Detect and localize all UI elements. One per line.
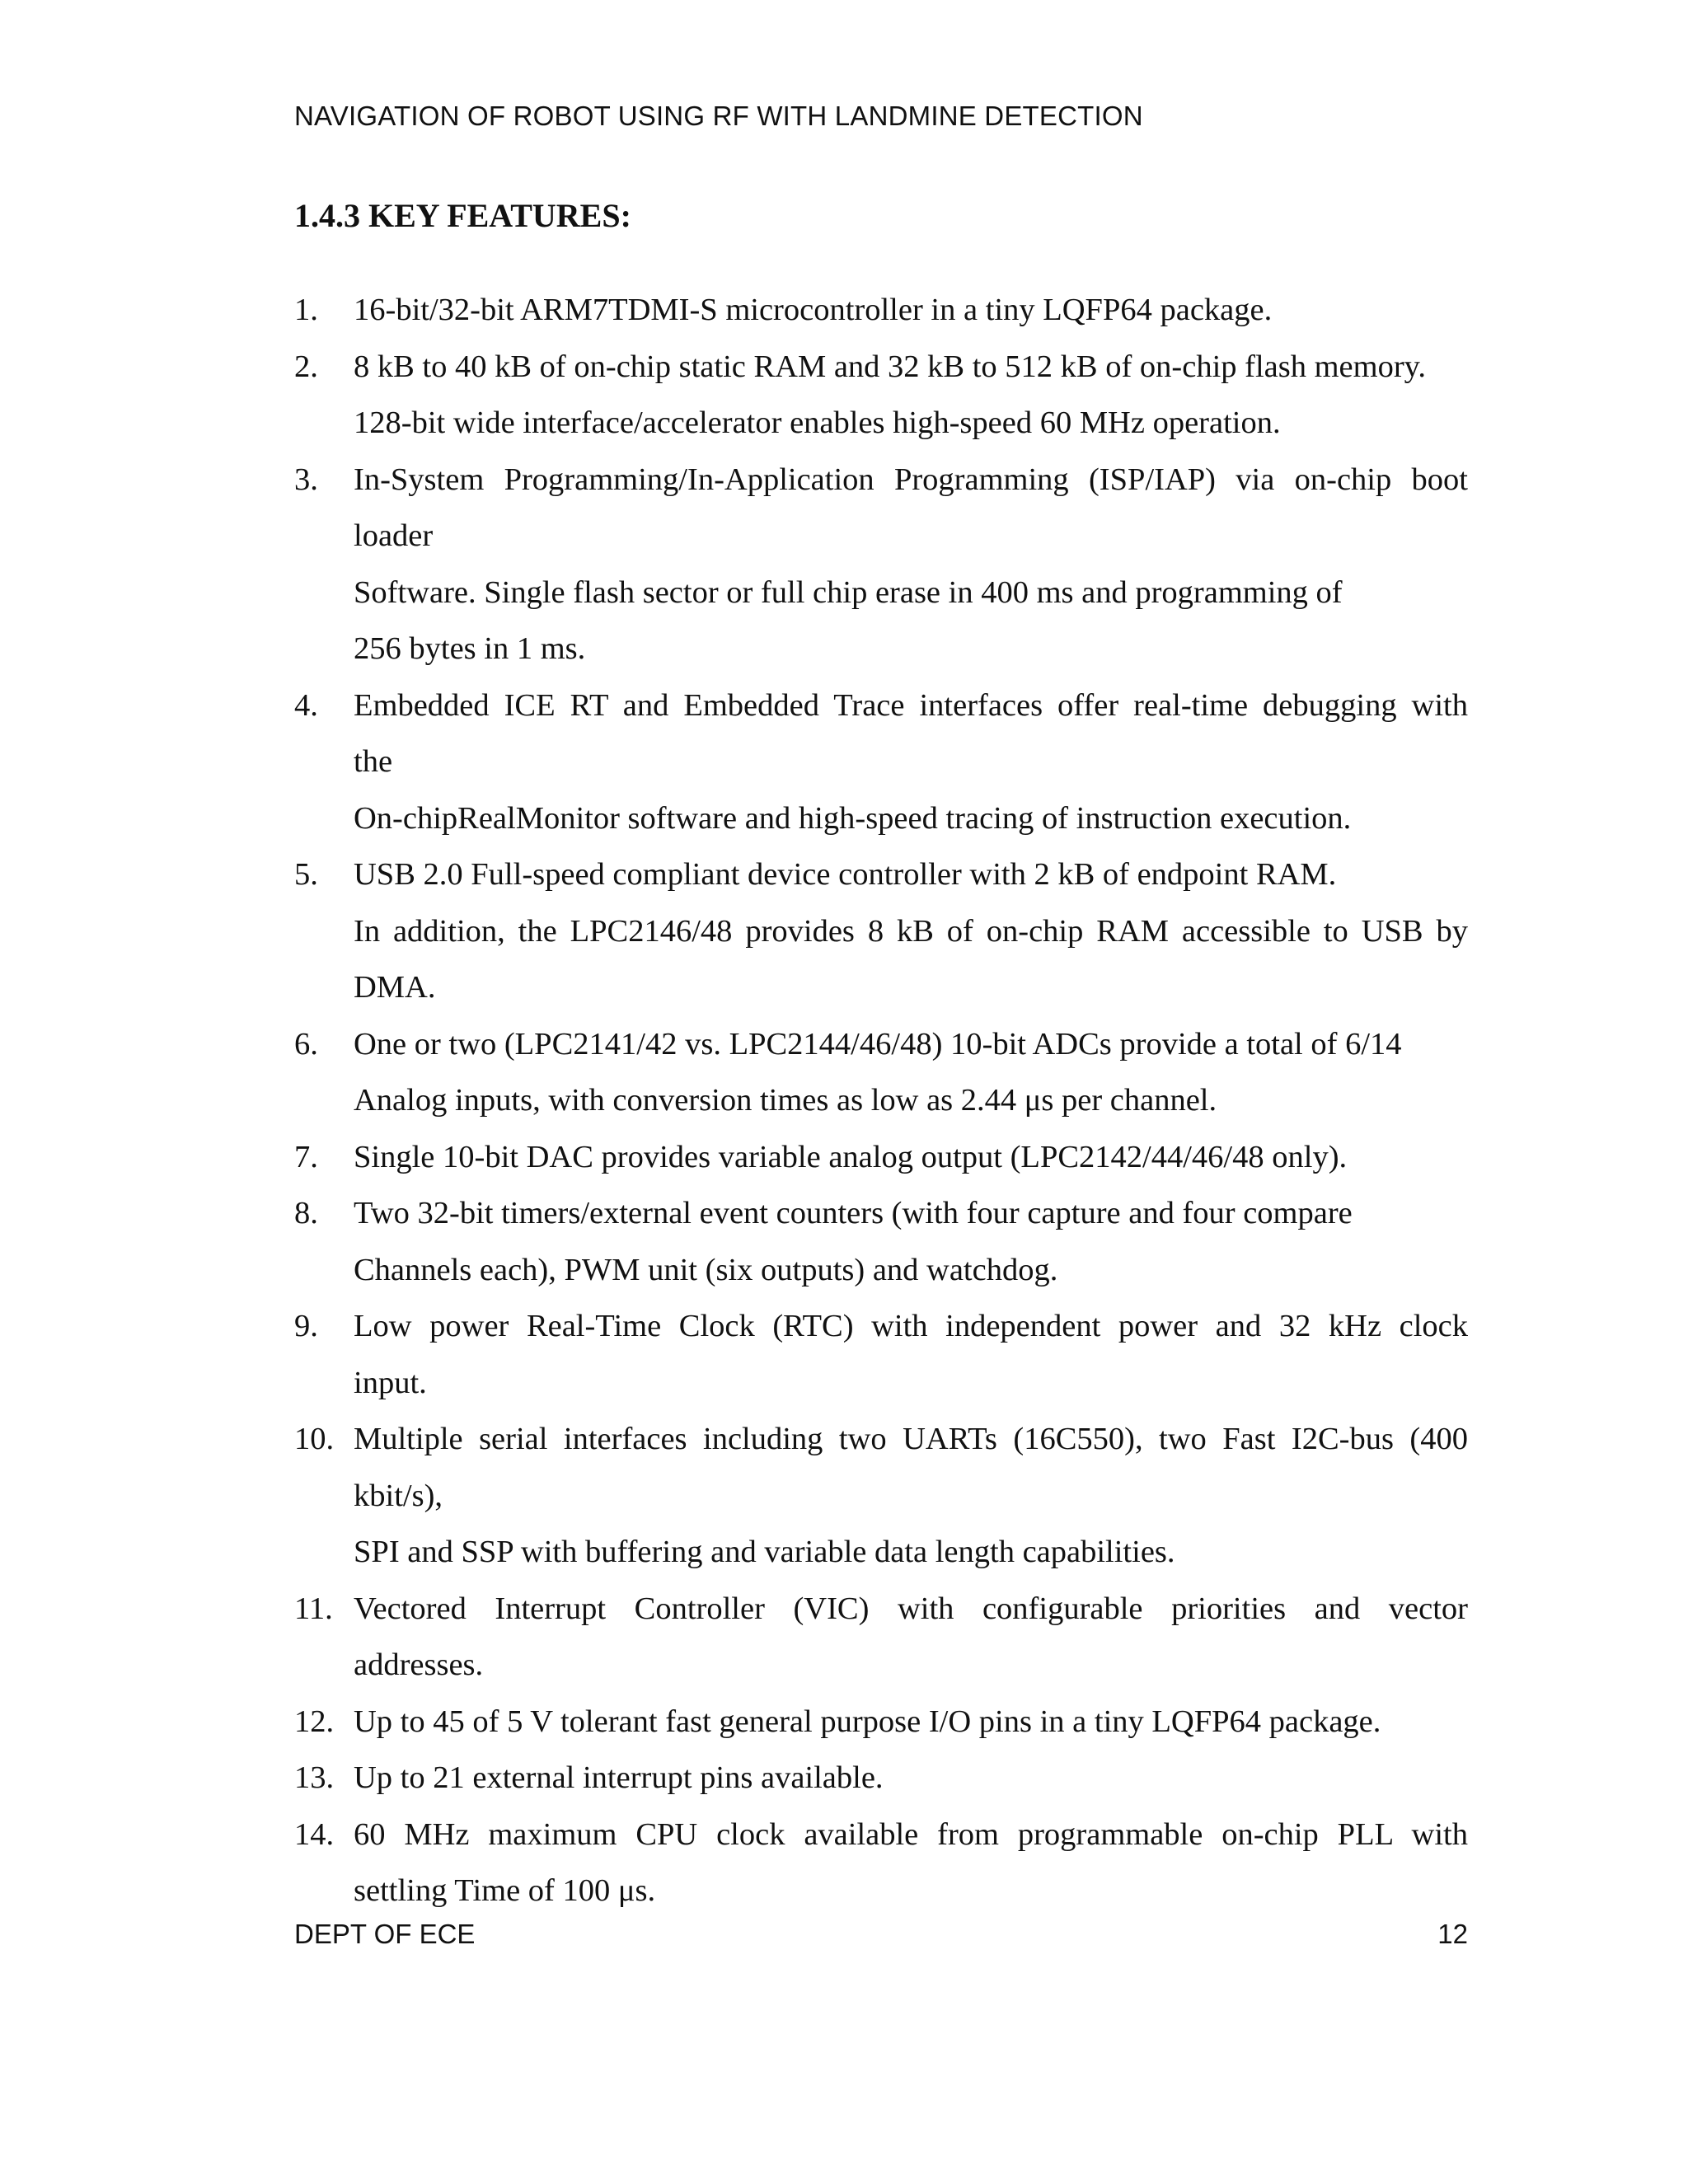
feature-number: 11. [294,1591,333,1626]
feature-line: Embedded ICE RT and Embedded Trace interfaces offer real-time debugging with [354,687,1468,723]
feature-item [294,1694,1468,1750]
feature-item [294,846,1468,1016]
feature-item [294,1129,1468,1186]
feature-line: kbit/s), [354,1478,443,1513]
feature-line: 16-bit/32-bit ARM7TDMI-S microcontroller in a tiny LQFP64 package. [354,293,1273,327]
feature-number: 13. [294,1760,335,1795]
feature-number: 2. [294,349,318,384]
feature-line: Channels each), PWM unit (six outputs) and watchdog. [354,1252,1058,1287]
feature-line: addresses. [354,1647,484,1682]
feature-line: Multiple serial interfaces including two UARTs (16C550), two Fast I2C-bus (400 [354,1422,1468,1456]
feature-line: Analog inputs, with conversion times as low as 2.44 μs per channel. [354,1083,1217,1118]
feature-item [294,339,1468,452]
feature-line: In-System Programming/In-Application Programming (ISP/IAP) via on-chip boot [354,462,1468,497]
feature-item [294,1016,1468,1129]
feature-item [294,1807,1468,1919]
feature-line: Up to 45 of 5 V tolerant fast general purpose I/O pins in a tiny LQFP64 package. [354,1704,1381,1739]
feature-item [294,1298,1468,1411]
page-number: 12 [1437,1919,1468,1949]
footer-department: DEPT OF ECE [294,1919,476,1949]
feature-number: 1. [294,293,318,327]
feature-line: the [354,744,393,779]
feature-item [294,677,1468,847]
feature-line: Single 10-bit DAC provides variable analog output (LPC2142/44/46/48 only). [354,1139,1348,1174]
feature-line: SPI and SSP with buffering and variable data length capabilities. [354,1535,1175,1569]
feature-line: input. [354,1365,427,1400]
section-heading: 1.4.3 KEY FEATURES: [294,197,631,234]
feature-item [294,1411,1468,1581]
feature-line: On-chipRealMonitor software and high-speed tracing of instruction execution. [354,800,1352,836]
feature-line: Low power Real-Time Clock (RTC) with independent power and 32 kHz clock [354,1309,1468,1343]
feature-line: In addition, the LPC2146/48 provides 8 kB of on-chip RAM accessible to USB by [354,913,1468,949]
feature-line: 128-bit wide interface/accelerator enables high-speed 60 MHz operation. [354,405,1281,440]
feature-item [294,282,1468,339]
feature-number: 10. [294,1422,335,1456]
feature-line: USB 2.0 Full-speed compliant device controller with 2 kB of endpoint RAM. [354,857,1337,892]
feature-number: 5. [294,857,318,892]
key-features-list [294,282,1468,1919]
feature-line: Software. Single flash sector or full chip erase in 400 ms and programming of [354,574,1343,610]
feature-item [294,1185,1468,1298]
feature-line: 256 bytes in 1 ms. [354,631,586,666]
feature-line: loader [354,518,434,553]
feature-number: 4. [294,687,318,723]
feature-number: 6. [294,1026,318,1062]
feature-number: 3. [294,462,318,497]
feature-number: 12. [294,1704,335,1739]
feature-line: 60 MHz maximum CPU clock available from programmable on-chip PLL with [354,1816,1468,1852]
feature-item [294,452,1468,677]
feature-line: Vectored Interrupt Controller (VIC) with configurable priorities and vector [354,1591,1468,1626]
feature-number: 14. [294,1816,335,1852]
feature-number: 8. [294,1196,318,1230]
feature-line: DMA. [354,970,436,1005]
feature-line: Up to 21 external interrupt pins available. [354,1760,884,1795]
feature-item [294,1581,1468,1694]
feature-item [294,1750,1468,1807]
feature-line: settling Time of 100 μs. [354,1873,656,1908]
feature-line: Two 32-bit timers/external event counters (with four capture and four compare [354,1196,1353,1230]
feature-number: 7. [294,1139,318,1174]
feature-number: 9. [294,1309,318,1343]
feature-line: One or two (LPC2141/42 vs. LPC2144/46/48) 10-bit ADCs provide a total of 6/14 [354,1026,1402,1062]
running-header: NAVIGATION OF ROBOT USING RF WITH LANDMINE DETECTION [294,101,1143,131]
feature-line: 8 kB to 40 kB of on-chip static RAM and 32 kB to 512 kB of on-chip flash memory. [354,349,1427,384]
